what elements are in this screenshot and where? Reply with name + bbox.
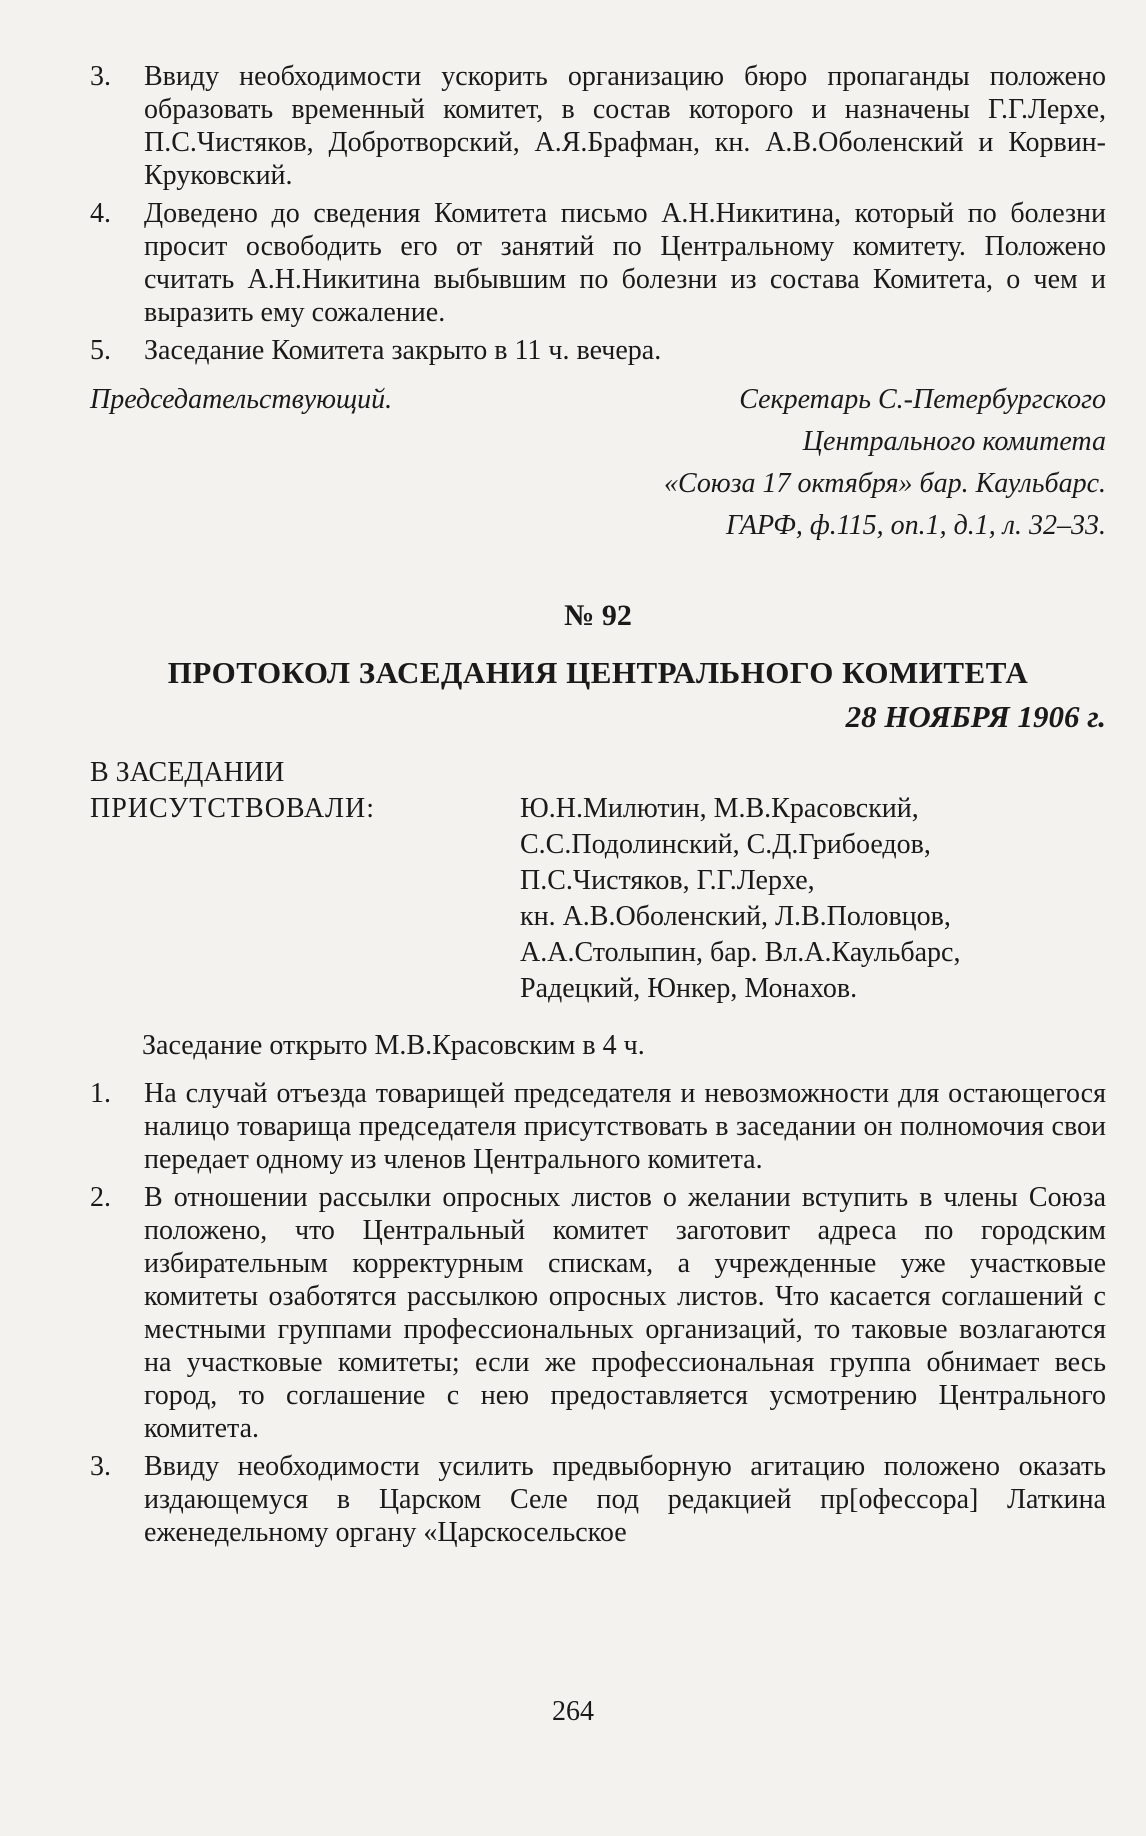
archive-source: ГАРФ, ф.115, оп.1, д.1, л. 32–33.	[726, 510, 1106, 541]
item-number: 3.	[90, 1451, 111, 1482]
item-text: Доведено до сведения Комитета письмо А.Н.Никитина, который по болезни просит освободить его от занятий по Центральному комитету. Положено считать А.Н.Никитина выбывшим по болезни из состава Комитета, о чем и выразить ему сожаление.	[144, 198, 1106, 328]
list-item	[90, 60, 1106, 192]
item-text: Заседание Комитета закрыто в 11 ч. вечера.	[144, 335, 662, 366]
document-number: № 92	[564, 599, 632, 632]
item-number: 4.	[90, 198, 111, 229]
attendee-line: Радецкий, Юнкер, Монахов.	[520, 973, 858, 1004]
attendee-line: С.С.Подолинский, С.Д.Грибоедов,	[520, 829, 931, 860]
attendee-line: кн. А.В.Оболенский, Л.В.Половцов,	[520, 901, 951, 932]
previous-protocol-items	[90, 60, 1106, 367]
item-number: 5.	[90, 335, 111, 366]
attendee-line: Ю.Н.Милютин, М.В.Красовский,	[520, 793, 919, 824]
attendee-line: П.С.Чистяков, Г.Г.Лерхе,	[520, 865, 815, 896]
chairman-signature: Председательствующий.	[90, 384, 393, 415]
page-number: 264	[552, 1696, 594, 1727]
document-date: 28 НОЯБРЯ 1906 г.	[845, 699, 1106, 734]
list-item	[90, 1181, 1106, 1445]
document-title: ПРОТОКОЛ ЗАСЕДАНИЯ ЦЕНТРАЛЬНОГО КОМИТЕТА	[167, 655, 1029, 690]
attendance-label-line1: В ЗАСЕДАНИИ	[90, 757, 285, 788]
list-item	[90, 334, 1106, 367]
item-number: 2.	[90, 1182, 111, 1213]
list-item	[90, 1077, 1106, 1176]
item-text: На случай отъезда товарищей председателя и невозможности для остающегося налицо товарища председателя присутствовать в заседании он полномочия свои передает одному из членов Центрального комитета.	[144, 1078, 1106, 1175]
attendee-list	[520, 791, 960, 1007]
attendance-label	[90, 755, 520, 1007]
secretary-line-3: «Союза 17 октября» бар. Каульбарс.	[663, 468, 1106, 499]
signature-block	[90, 379, 1106, 547]
attendance-label-line2: ПРИСУТСТВОВАЛИ:	[90, 793, 376, 824]
secretary-line-2: Центрального комитета	[802, 426, 1106, 457]
list-item	[90, 1450, 1106, 1549]
item-number: 3.	[90, 61, 111, 92]
secretary-line-1: Секретарь С.-Петербургского	[739, 384, 1106, 415]
session-opened: Заседание открыто М.В.Красовским в 4 ч.	[142, 1030, 645, 1061]
item-text: Ввиду необходимости ускорить организацию бюро пропаганды положено образовать временный комитет, в состав которого и назначены Г.Г.Лерхе, П.С.Чистяков, Добротворский, А.Я.Брафман, кн. А.В.Оболенский и Корвин-Круковский.	[144, 61, 1106, 191]
attendee-line: А.А.Столыпин, бар. Вл.А.Каульбарс,	[520, 937, 961, 968]
item-text: Ввиду необходимости усилить предвыборную агитацию положено оказать издающемуся в Царском Селе под редакцией пр[офессора] Латкина еженедельному органу «Царскосельское	[144, 1451, 1106, 1548]
item-text: В отношении рассылки опросных листов о желании вступить в члены Союза положено, что Центральный комитет заготовит адреса по городским избирательным корректурным спискам, а учрежденные уже участковые комитеты озаботятся рассылкою опросных листов. Что касается соглашений с местными группами профессиональных организаций, то таковые возлагаются на участковые комитеты; если же профессиональная группа обнимает весь город, то соглашение с нею предоставляется усмотрению Центрального комитета.	[144, 1182, 1106, 1444]
document-text	[90, 60, 1106, 1554]
item-number: 1.	[90, 1078, 111, 1109]
protocol-items	[90, 1077, 1106, 1549]
list-item	[90, 197, 1106, 329]
attendance-block	[90, 755, 1106, 1007]
